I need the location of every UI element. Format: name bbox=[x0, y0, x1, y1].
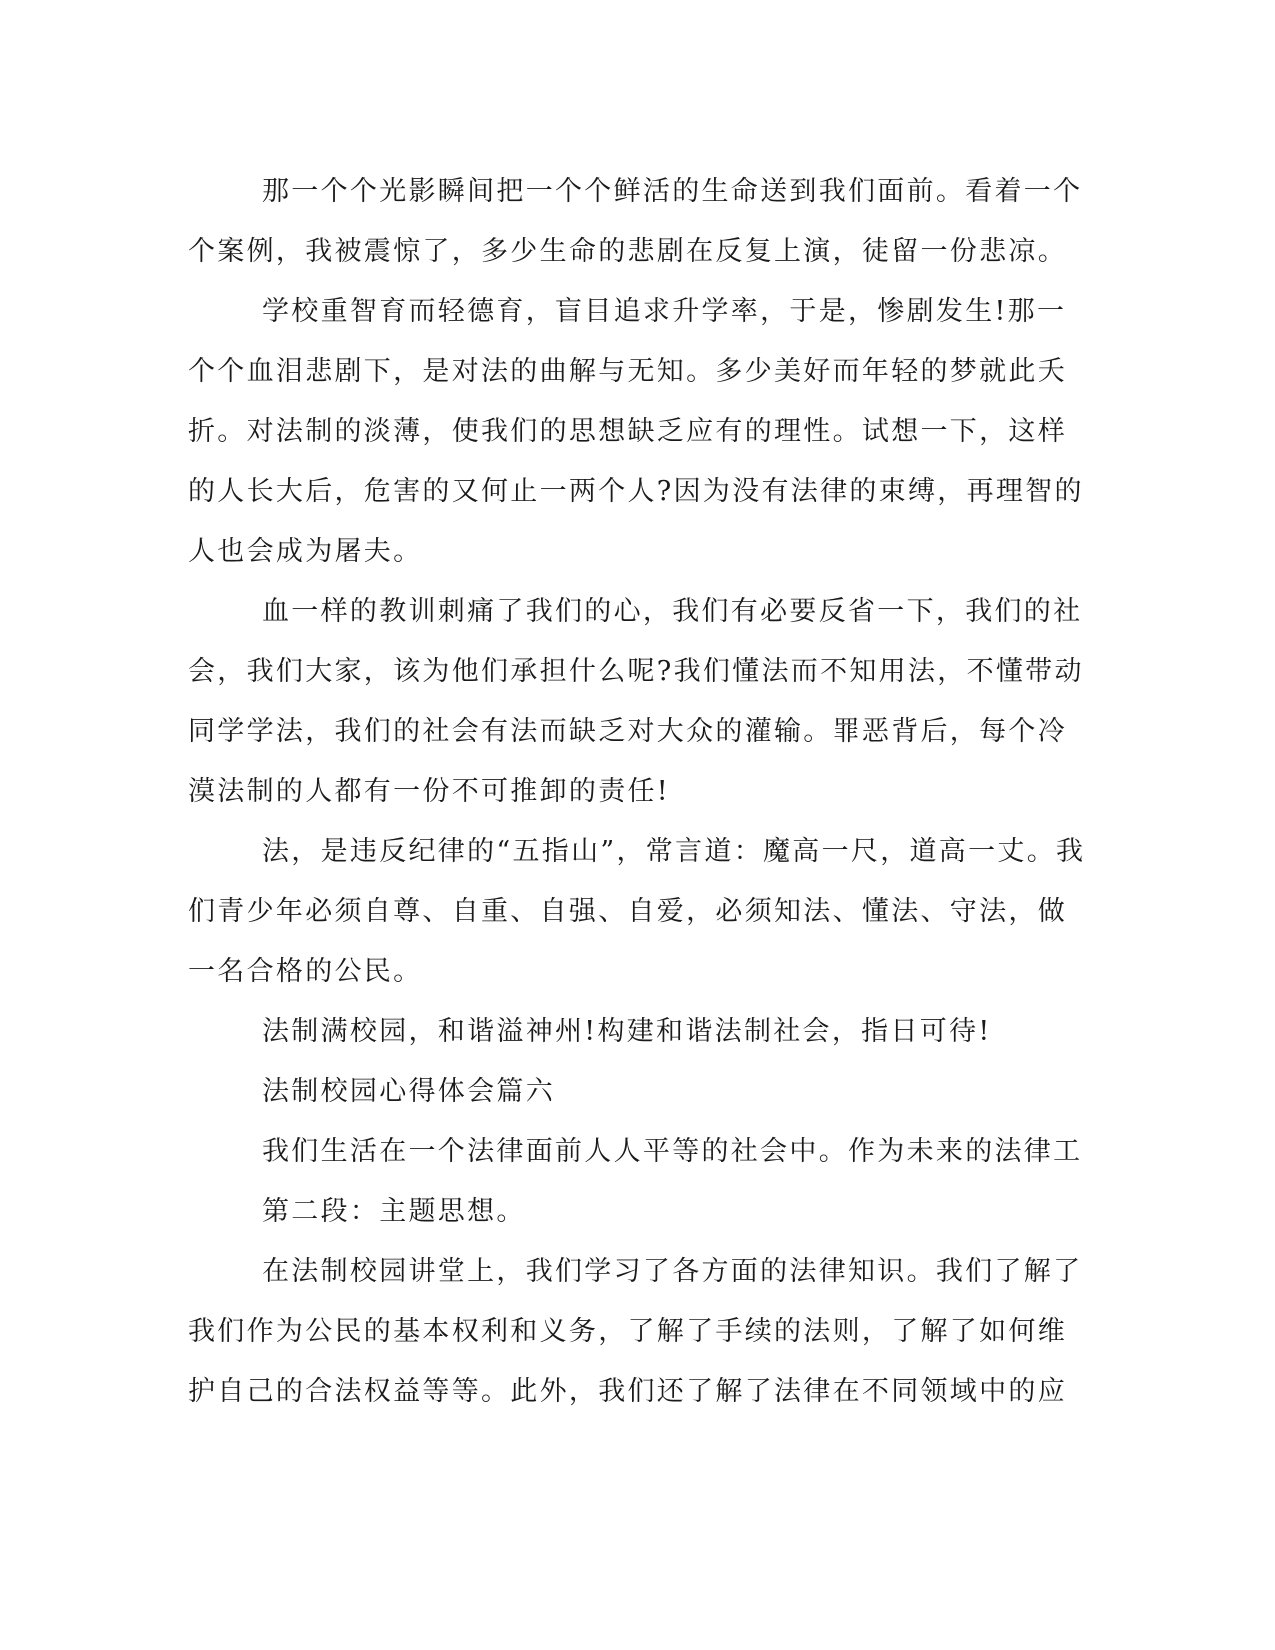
paragraph-9: 在法制校园讲堂上，我们学习了各方面的法律知识。我们了解了我们作为公民的基本权利和义务，了解了手续的法则，了解了如何维护自己的合法权益等等。此外，我们还了解了法律在不同领域中的应 bbox=[188, 1256, 1083, 1407]
paragraph-4: 法，是违反纪律的“五指山”，常言道：魔高一尺，道高一丈。我们青少年必须自尊、自重、自强、自爱，必须知法、懂法、守法，做一名合格的公民。 bbox=[188, 836, 1086, 987]
section-heading: 法制校园心得体会篇六 bbox=[262, 1076, 555, 1107]
document-body bbox=[188, 162, 1088, 1422]
paragraph-5: 法制满校园，和谐溢神州!构建和谐法制社会，指日可待! bbox=[262, 1016, 992, 1047]
paragraph-7: 我们生活在一个法律面前人人平等的社会中。作为未来的法律工 bbox=[262, 1136, 1083, 1167]
paragraph-8: 第二段：主题思想。 bbox=[262, 1196, 526, 1227]
paragraph-2: 学校重智育而轻德育，盲目追求升学率，于是，惨剧发生!那一个个血泪悲剧下，是对法的曲解与无知。多少美好而年轻的梦就此夭折。对法制的淡薄，使我们的思想缺乏应有的理性。试想一下，这样的人长大后，危害的又何止一两个人?因为没有法律的束缚，再理智的人也会成为屠夫。 bbox=[188, 296, 1084, 567]
paragraph-1: 那一个个光影瞬间把一个个鲜活的生命送到我们面前。看着一个个案例，我被震惊了，多少生命的悲剧在反复上演，徒留一份悲凉。 bbox=[188, 176, 1083, 267]
paragraph-3: 血一样的教训刺痛了我们的心，我们有必要反省一下，我们的社会，我们大家，该为他们承担什么呢?我们懂法而不知用法，不懂带动同学学法，我们的社会有法而缺乏对大众的灌输。罪恶背后，每个冷漠法制的人都有一份不可推卸的责任! bbox=[188, 596, 1084, 807]
